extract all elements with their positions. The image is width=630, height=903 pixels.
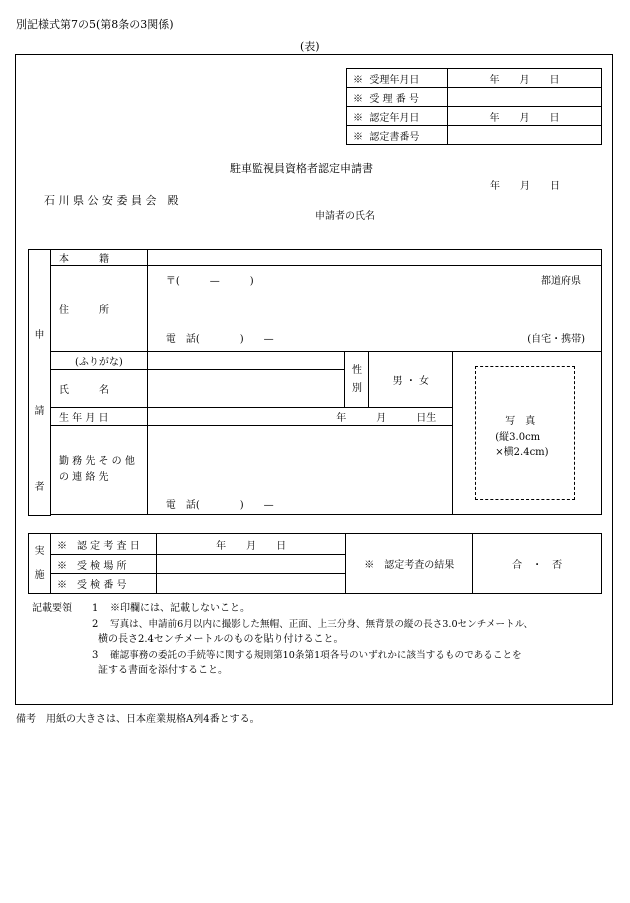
- work-contact-field[interactable]: [147, 426, 452, 515]
- work-phone: 電 話( ) —: [165, 500, 274, 511]
- form-reference: 別記様式第7の5(第8条の3関係): [16, 18, 174, 31]
- paper-size-remark: 備考 用紙の大きさは、日本産業規格A列4番とする。: [16, 714, 260, 725]
- office-value-received-date[interactable]: 年 月 日: [448, 69, 602, 88]
- office-value-certified-date[interactable]: 年 月 日: [448, 107, 602, 126]
- address-label: 住 所: [50, 266, 147, 352]
- note-3-continuation: 証する書面を添付すること。: [98, 665, 228, 676]
- work-contact-label: 勤 務 先 そ の 他 の 連 絡 先: [50, 426, 147, 515]
- photo-title: 写 真: [505, 416, 536, 427]
- photo-cell: [453, 352, 602, 515]
- name-label: 氏 名: [50, 370, 147, 408]
- note-1-text: ※印欄には、記載しないこと。: [110, 603, 250, 614]
- honseki-label: 本 籍: [50, 250, 147, 266]
- exam-place-label: ※ 受 検 場 所: [50, 555, 156, 574]
- photo-size-height: (縦3.0cm: [495, 432, 541, 443]
- page-side-label: (表): [300, 40, 320, 53]
- note-2-continuation: 横の長さ2.4センチメートルのものを貼り付けること。: [98, 634, 344, 645]
- exam-number-label: ※ 受 検 番 号: [50, 574, 156, 594]
- office-use-box: [346, 68, 602, 145]
- office-row-certificate-number: ※ 認定書番号: [347, 126, 448, 145]
- sex-options[interactable]: 男 ・ 女: [369, 352, 453, 408]
- honseki-field[interactable]: [147, 250, 601, 266]
- office-value-received-number[interactable]: [448, 88, 602, 107]
- dob-label: 生 年 月 日: [50, 408, 147, 426]
- furigana-field[interactable]: [147, 352, 345, 370]
- note-2-number: 2: [92, 619, 99, 630]
- exam-side-label: 実施: [29, 534, 51, 594]
- applicant-table: [28, 249, 602, 516]
- furigana-label: (ふりがな): [50, 352, 147, 370]
- note-3-text: 確認事務の委託の手続等に関する規則第10条第1項各号のいずれかに該当するものであることを: [110, 650, 522, 661]
- address-phone: 電 話( ) —: [165, 334, 274, 345]
- phone-type-note: (自宅・携帯): [527, 334, 585, 345]
- dob-field[interactable]: 年 月 日生: [147, 408, 452, 426]
- note-2-text: 写真は、申請前6月以内に撮影した無帽、正面、上三分身、無背景の縦の長さ3.0センチメートル、: [110, 619, 534, 630]
- note-3-number: 3: [92, 650, 99, 661]
- exam-date-field[interactable]: 年 月 日: [156, 534, 346, 555]
- form-title: 駐車監視員資格者認定申請書: [230, 162, 373, 175]
- notes-heading: 記載要領: [32, 603, 72, 614]
- exam-number-field[interactable]: [156, 574, 346, 594]
- office-value-certificate-number[interactable]: [448, 126, 602, 145]
- applicant-side-label: 申 請 者: [29, 250, 51, 516]
- exam-table: [28, 533, 602, 594]
- exam-place-field[interactable]: [156, 555, 346, 574]
- application-date[interactable]: 年 月 日: [490, 181, 560, 192]
- note-1-number: 1: [92, 603, 99, 614]
- office-row-received-date: ※ 受理年月日: [347, 69, 448, 88]
- postal-code: 〒( — ): [165, 276, 254, 287]
- name-field[interactable]: [147, 370, 345, 408]
- applicant-name-label: 申請者の氏名: [315, 211, 375, 222]
- prefecture-label: 都道府県: [541, 276, 581, 287]
- addressee: 石 川 県 公 安 委 員 会 殿: [44, 194, 179, 207]
- address-field[interactable]: [147, 266, 601, 352]
- exam-date-label: ※ 認 定 考 査 日: [50, 534, 156, 555]
- exam-result-label: ※ 認定考査の結果: [346, 534, 473, 594]
- sex-label: 性 別: [345, 352, 369, 408]
- exam-result-field[interactable]: 合 ・ 否: [473, 534, 602, 594]
- office-row-received-number: ※ 受 理 番 号: [347, 88, 448, 107]
- photo-size-width: ×横2.4cm): [495, 447, 549, 458]
- office-row-certified-date: ※ 認定年月日: [347, 107, 448, 126]
